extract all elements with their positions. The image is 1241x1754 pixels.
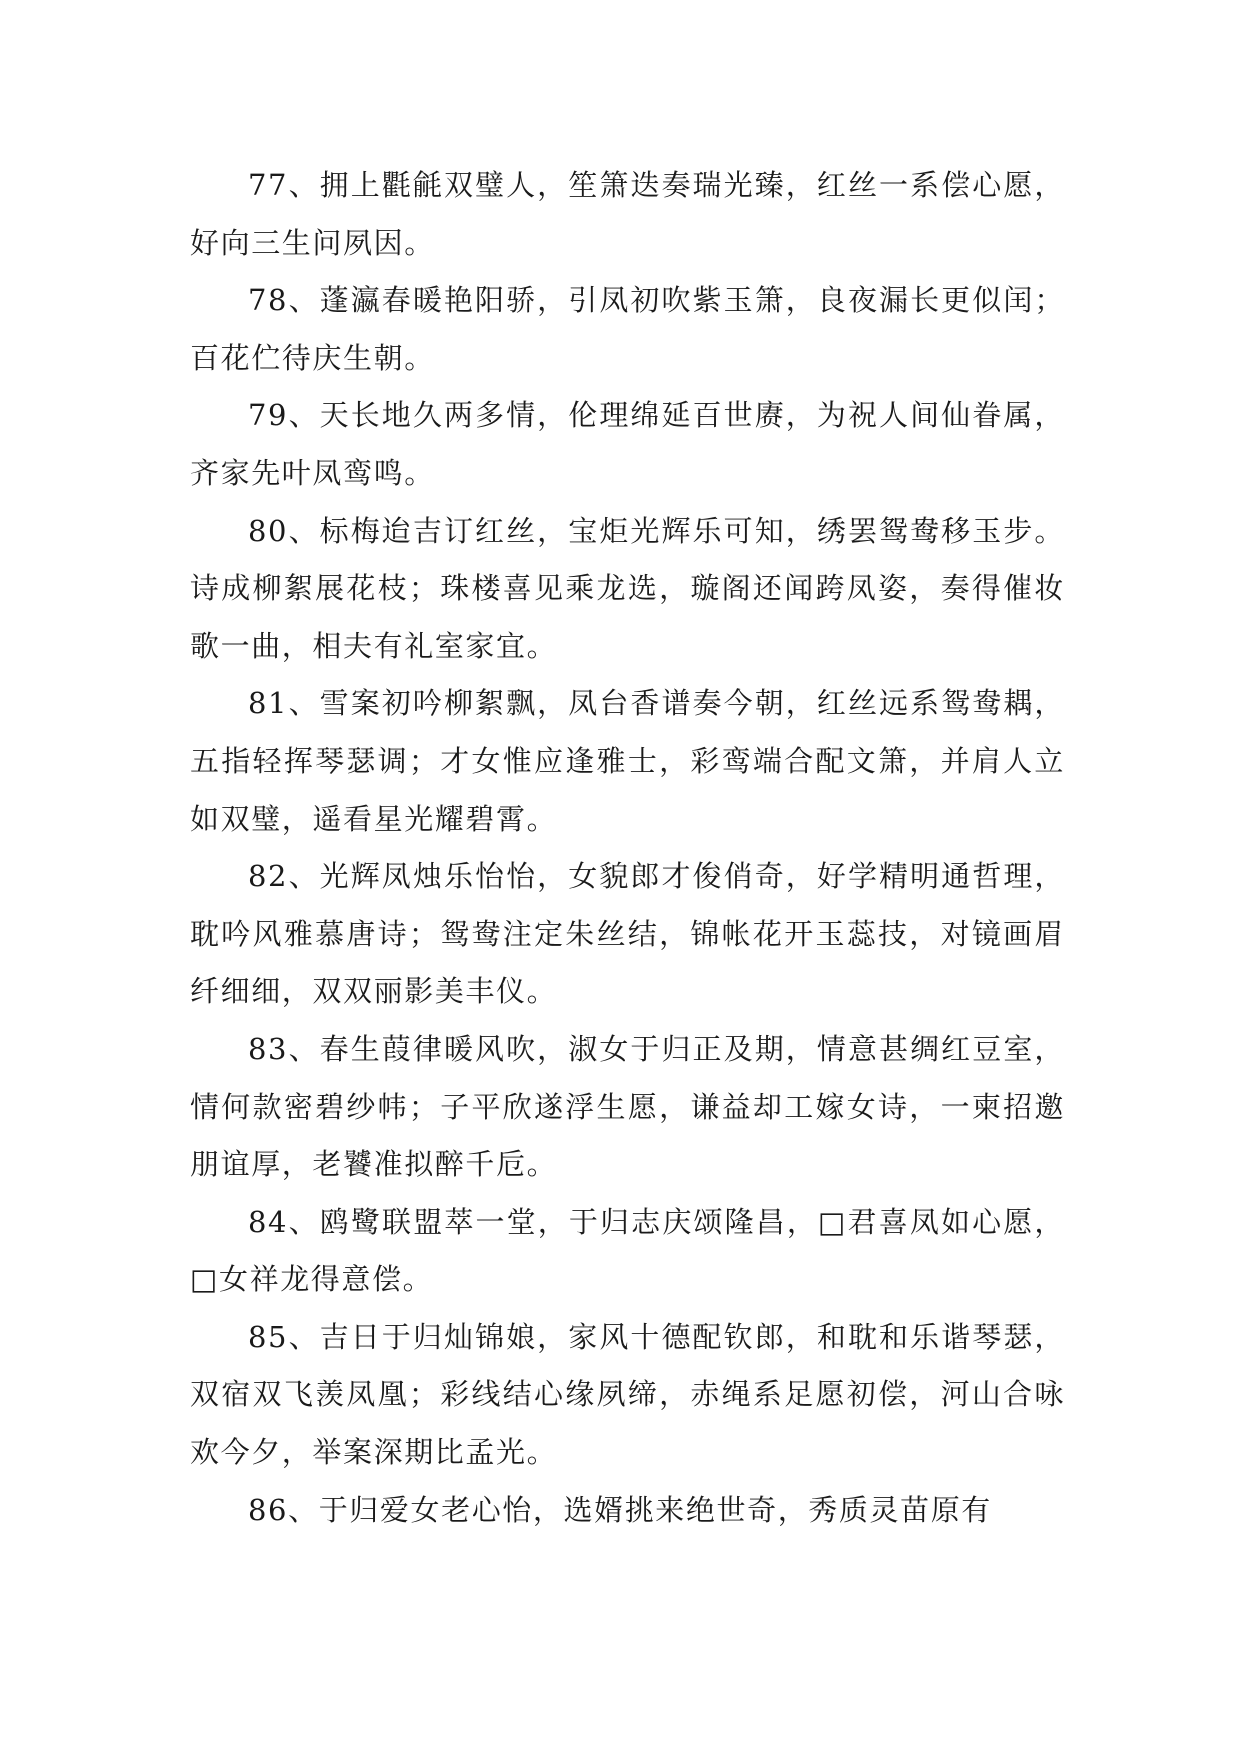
paragraph-77: 77、拥上氍毹双璧人，笙箫迭奏瑞光臻，红丝一系偿心愿，好向三生问夙因。: [190, 168, 1065, 260]
paragraph-82: 82、光辉凤烛乐怡怡，女貌郎才俊俏奇，好学精明通哲理，耽吟风雅慕唐诗；鸳鸯注定朱丝结，锦帐花开玉蕊技，对镜画眉纤细细，双双丽影美丰仪。: [190, 859, 1065, 1009]
paragraph-81: 81、雪案初吟柳絮飘，凤台香谱奏今朝，红丝远系鸳鸯耦，五指轻挥琴瑟调；才女惟应逢雅士，彩鸾端合配文箫，并肩人立如双璧，遥看星光耀碧霄。: [190, 686, 1065, 836]
paragraph-80: 80、标梅迨吉订红丝，宝炬光辉乐可知，绣罢鸳鸯移玉步。诗成柳絮展花枝；珠楼喜见乘龙选，璇阁还闻跨凤姿，奏得催妆歌一曲，相夫有礼室家宜。: [190, 513, 1065, 663]
paragraph-78: 78、蓬瀛春暖艳阳骄，引凤初吹紫玉箫，良夜漏长更似闰；百花伫待庆生朝。: [190, 283, 1065, 375]
paragraph-86: 86、于归爱女老心怡，选婿挑来绝世奇，秀质灵苗原有: [248, 1492, 992, 1527]
paragraph-85: 85、吉日于归灿锦娘，家风十德配钦郎，和耽和乐谐琴瑟，双宿双飞羡凤凰；彩线结心缘夙缔，赤绳系足愿初偿，河山合咏欢今夕，举案深期比孟光。: [190, 1319, 1065, 1470]
document-body: [190, 157, 1065, 1539]
paragraph-84: 84、鸥鹭联盟萃一堂，于归志庆颂隆昌，□君喜凤如心愿，□女祥龙得意偿。: [190, 1204, 1065, 1297]
paragraph-83: 83、春生葭律暖风吹，淑女于归正及期，情意甚绸红豆室，情何款密碧纱帏；子平欣遂浮生愿，谦益却工嫁女诗，一柬招邀朋谊厚，老饕准拟醉千卮。: [190, 1031, 1065, 1182]
paragraph-79: 79、天长地久两多情，伦理绵延百世赓，为祝人间仙眷属，齐家先叶凤鸾鸣。: [190, 398, 1065, 490]
